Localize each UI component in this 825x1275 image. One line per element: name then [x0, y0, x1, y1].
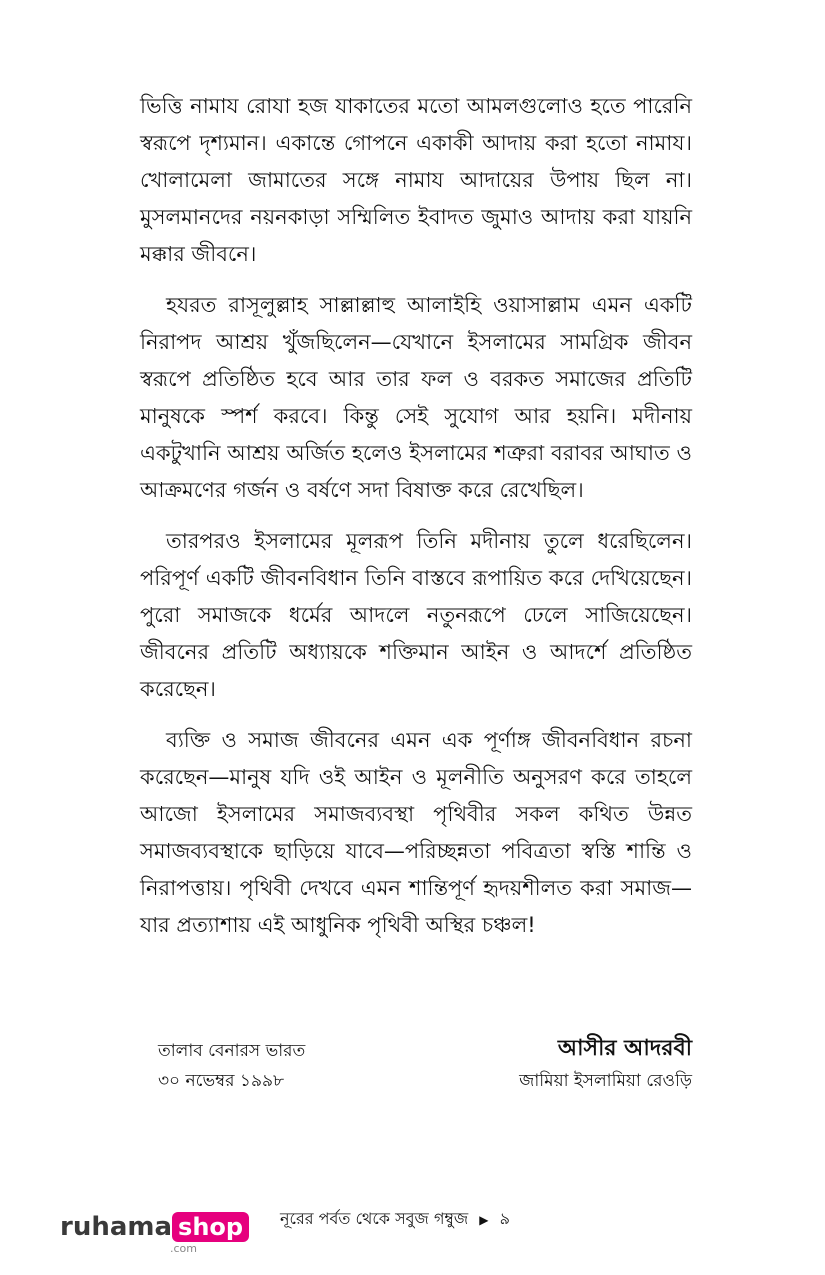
- paragraph-1: ভিত্তি নামায রোযা হজ যাকাতের মতো আমলগুলোও হতে পারেনি স্বরূপে দৃশ্যমান। একান্তে গোপনে একাকী আদায় করা হতো নামায। খোলামেলা জামাতের সঙ্গে নামায আদায়ের উপায় ছিল না। মুসলমানদের নয়নকাড়া সম্মিলিত ইবাদত জুমাও আদায় করা যায়নি মক্কার জীবনে।: [140, 94, 692, 266]
- signature-author-block: [519, 1032, 692, 1096]
- paragraph-3: তারপরও ইসলামের মূলরূপ তিনি মদীনায় তুলে ধরেছিলেন। পরিপূর্ণ একটি জীবনবিধান তিনি বাস্তবে রূপায়িত করে দেখিয়েছেন। পুরো সমাজকে ধর্মের আদলে নতুনরূপে ঢেলে সাজিয়েছেন। জীবনের প্রতিটি অধ্যায়কে শক্তিমান আইন ও আদর্শে প্রতিষ্ঠিত করেছেন।: [140, 529, 692, 701]
- page-number: ৯: [499, 1209, 511, 1228]
- ruhamashop-logo: [60, 1210, 249, 1254]
- body-text: [140, 88, 692, 958]
- signature-place-date: [158, 1036, 305, 1096]
- logo-text-ruhama: ruhama: [60, 1212, 173, 1242]
- signature-date: ৩০ নভেম্বর ১৯৯৮: [158, 1071, 285, 1091]
- triangle-right-icon: ▶: [479, 1213, 489, 1227]
- page-footer: [280, 1206, 510, 1233]
- paragraph-2: হযরত রাসূলুল্লাহ সাল্লাল্লাহু আলাইহি ওয়াসাল্লাম এমন একটি নিরাপদ আশ্রয় খুঁজছিলেন—যেখানে ইসলামের সামগ্রিক জীবন স্বরূপে প্রতিষ্ঠিত হবে আর তার ফল ও বরকত সমাজের প্রতিটি মানুষকে স্পর্শ করবে। কিন্তু সেই সুযোগ আর হয়নি। মদীনায় একটুখানি আশ্রয় অর্জিত হলেও ইসলামের শত্রুরা বরাবর আঘাত ও আক্রমণের গর্জন ও বর্ষণে সদা বিষাক্ত করে রেখেছিল।: [140, 293, 692, 502]
- author-institution: জামিয়া ইসলামিয়া রেওড়ি: [519, 1071, 692, 1091]
- author-name: আসীর আদরবী: [557, 1036, 692, 1061]
- logo-text-shop: shop: [172, 1212, 249, 1242]
- logo-text-com: .com: [170, 1242, 197, 1255]
- paragraph-4: ব্যক্তি ও সমাজ জীবনের এমন এক পূর্ণাঙ্গ জীবনবিধান রচনা করেছেন—মানুষ যদি ওই আইন ও মূলনীতি অনুসরণ করে তাহলে আজো ইসলামের সমাজব্যবস্থা পৃথিবীর সকল কথিত উন্নত সমাজব্যবস্থাকে ছাড়িয়ে যাবে—পরিচ্ছন্নতা পবিত্রতা স্বস্তি শান্তি ও নিরাপত্তায়। পৃথিবী দেখবে এমন শান্তিপূর্ণ হৃদয়শীলত করা সমাজ—যার প্রত্যাশায় এই আধুনিক পৃথিবী অস্থির চঞ্চল!: [140, 728, 692, 937]
- footer-book-title: নূরের পর্বত থেকে সবুজ গম্বুজ: [280, 1209, 469, 1228]
- signature-place: তালাব বেনারস ভারত: [158, 1041, 306, 1061]
